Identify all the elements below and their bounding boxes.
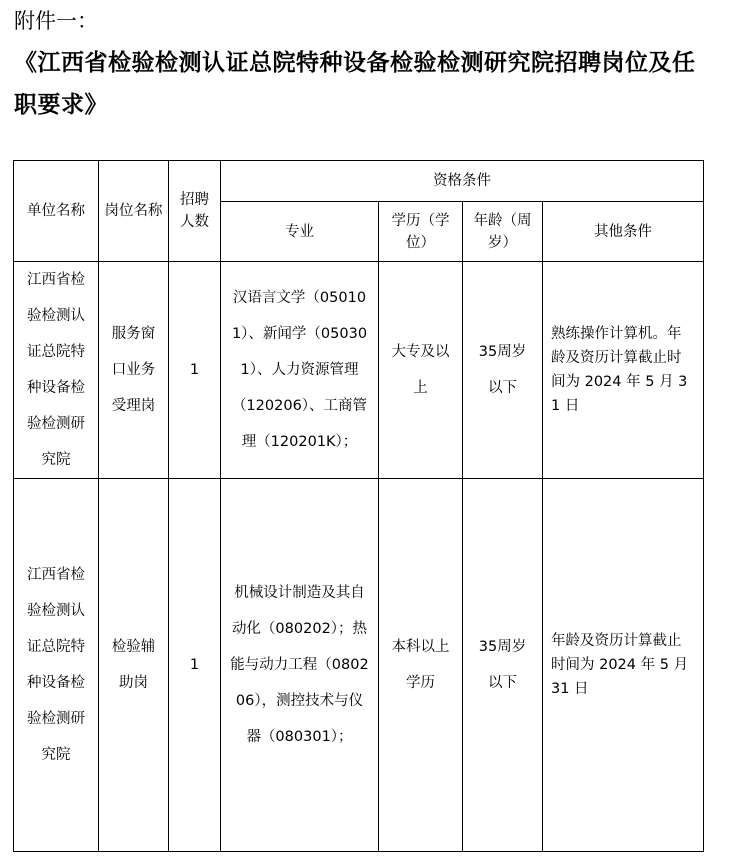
annex-label: 附件一： <box>14 9 98 33</box>
table-row <box>14 262 704 479</box>
cell-unit: 江西省检验检测认证总院特种设备检验检测研究院 <box>14 262 99 479</box>
table-row <box>14 479 704 852</box>
cell-other: 熟练操作计算机。年龄及资历计算截止时间为 2024 年 5 月 31 日 <box>543 262 704 479</box>
cell-position: 检验辅助岗 <box>99 479 169 852</box>
header-other: 其他条件 <box>543 202 704 262</box>
cell-unit: 江西省检验检测认证总院特种设备检验检测研究院 <box>14 479 99 852</box>
header-qualifications: 资格条件 <box>221 161 704 202</box>
header-position: 岗位名称 <box>99 161 169 262</box>
header-row-top <box>14 161 704 202</box>
cell-age: 35周岁以下 <box>463 479 543 852</box>
header-major: 专业 <box>221 202 379 262</box>
cell-position: 服务窗口业务受理岗 <box>99 262 169 479</box>
requirements-table <box>13 160 704 852</box>
header-unit: 单位名称 <box>14 161 99 262</box>
header-age: 年龄（周岁） <box>463 202 543 262</box>
cell-headcount: 1 <box>169 479 221 852</box>
cell-education: 本科以上学历 <box>379 479 463 852</box>
header-education: 学历（学位） <box>379 202 463 262</box>
cell-major: 汉语言文学（050101）、新闻学（050301）、人力资源管理（120206）、工商管理（120201K）； <box>221 262 379 479</box>
cell-education: 大专及以上 <box>379 262 463 479</box>
cell-headcount: 1 <box>169 262 221 479</box>
cell-age: 35周岁以下 <box>463 262 543 479</box>
header-headcount: 招聘人数 <box>169 161 221 262</box>
cell-other: 年龄及资历计算截止时间为 2024 年 5 月 31 日 <box>543 479 704 852</box>
document-title: 《江西省检验检测认证总院特种设备检验检测研究院招聘岗位及任职要求》 <box>14 49 696 118</box>
cell-major: 机械设计制造及其自动化（080202）；热能与动力工程（080206），测控技术与仪器（080301）； <box>221 479 379 852</box>
